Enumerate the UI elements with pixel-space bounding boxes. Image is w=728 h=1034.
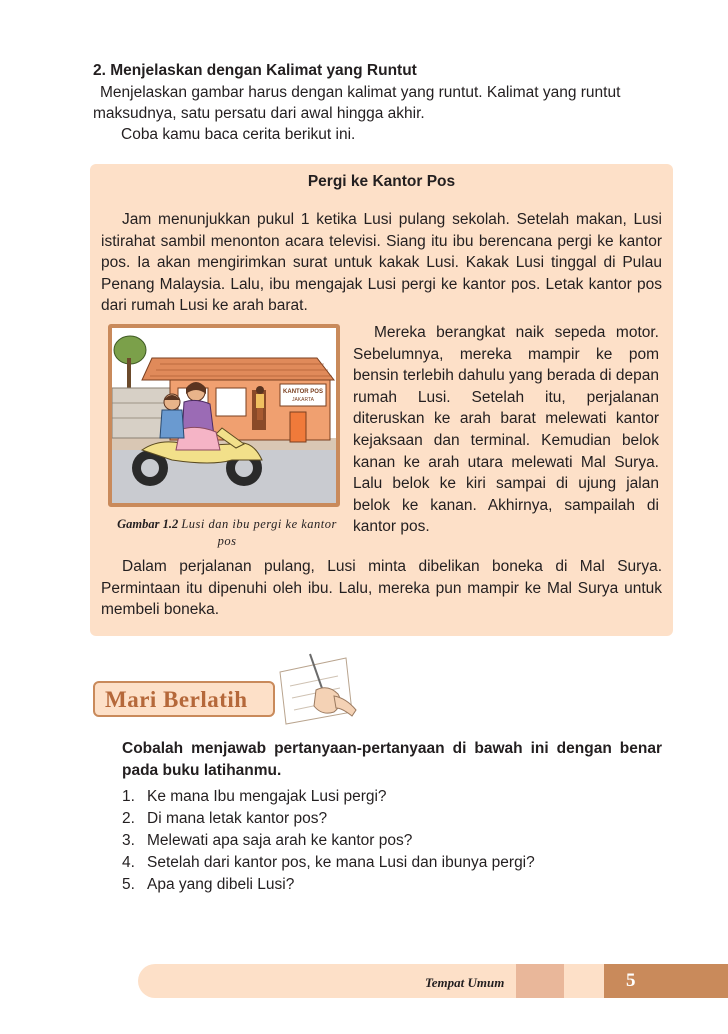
caption-text: Lusi dan ibu pergi ke kantor pos [181, 517, 337, 548]
writing-hand-icon [272, 650, 358, 728]
question-item [122, 808, 662, 830]
question-number: 5. [122, 876, 135, 893]
figure-caption [112, 516, 342, 550]
question-number: 1. [122, 788, 135, 805]
story-paragraph-1-text: Jam menunjukkan pukul 1 ketika Lusi pulang sekolah. Setelah makan, Lusi istirahat sambil menonton acara televisi. Siang itu ibu berencana pergi ke kantor pos. Ia akan mengirimkan surat untuk kakak Lusi. Kakak Lusi tinggal di Pulau Penang Malaysia. Lalu, ibu mengajak Lusi pergi ke kantor pos. Letak kantor pos dari rumah Lusi ke arah barat. [101, 211, 662, 315]
intro-line: Coba kamu baca cerita berikut ini. [121, 126, 356, 143]
intro-line: Menjelaskan gambar harus dengan kalimat yang runtut. Kalimat yang runtut [100, 84, 621, 101]
question-text: Apa yang dibeli Lusi? [147, 876, 295, 893]
practice-banner [93, 681, 275, 717]
illustration-frame [108, 324, 340, 507]
post-office-building [142, 358, 334, 380]
footer-block [516, 964, 564, 998]
question-number: 4. [122, 854, 135, 871]
question-text: Ke mana Ibu mengajak Lusi pergi? [147, 788, 387, 805]
story-paragraph-1 [101, 209, 662, 317]
question-item [122, 786, 662, 808]
mother-daughter-motorcycle-illustration [112, 328, 336, 503]
sign-text-line2: JAKARTA [291, 397, 315, 403]
question-item [122, 852, 662, 874]
footer-block [564, 964, 604, 998]
question-item [122, 830, 662, 852]
question-item [122, 874, 662, 896]
sign-text-line1: KANTOR POS [283, 389, 323, 395]
intro-text [93, 82, 673, 145]
story-paragraph-2 [353, 322, 659, 538]
footer-chapter-label: Tempat Umum [425, 975, 505, 990]
practice-title: Mari Berlatih [105, 687, 248, 712]
question-text: Melewati apa saja arah ke kantor pos? [147, 832, 413, 849]
question-text: Di mana letak kantor pos? [147, 810, 328, 827]
story-paragraph-2-text: Mereka berangkat naik sepeda motor. Sebelumnya, mereka mampir ke pom bensin terlebih dahulu yang berada di depan rumah Lusi. Setelah itu, perjalanan diteruskan ke arah barat melewati kantor kejaksaan dan terminal. Kemudian belok kanan ke arah utara melewati Mal Surya. Lalu belok ke kiri sampai di ujung jalan belok ke kanan. Akhirnya, sampailah di kantor pos. [353, 324, 659, 536]
section-heading: 2. Menjelaskan dengan Kalimat yang Runtut [93, 62, 417, 79]
story-title: Pergi ke Kantor Pos [307, 173, 456, 190]
footer-block [604, 964, 728, 998]
question-text: Setelah dari kantor pos, ke mana Lusi dan ibunya pergi? [147, 854, 535, 871]
question-number: 3. [122, 832, 135, 849]
story-paragraph-3 [101, 556, 662, 621]
caption-label: Gambar 1.2 [117, 517, 179, 531]
question-number: 2. [122, 810, 135, 827]
intro-line: maksudnya, satu persatu dari awal hingga akhir. [93, 105, 425, 122]
story-paragraph-3-text: Dalam perjalanan pulang, Lusi minta dibelikan boneka di Mal Surya. Permintaan itu dipenuhi oleh ibu. Lalu, mereka pun mampir ke Mal Surya untuk membeli boneka. [101, 558, 662, 619]
question-list [122, 786, 662, 896]
practice-instruction: Cobalah menjawab pertanyaan-pertanyaan di bawah ini dengan benar pada buku latihanmu. [122, 740, 662, 779]
story-box [90, 164, 673, 636]
page-number: 5 [626, 970, 636, 991]
